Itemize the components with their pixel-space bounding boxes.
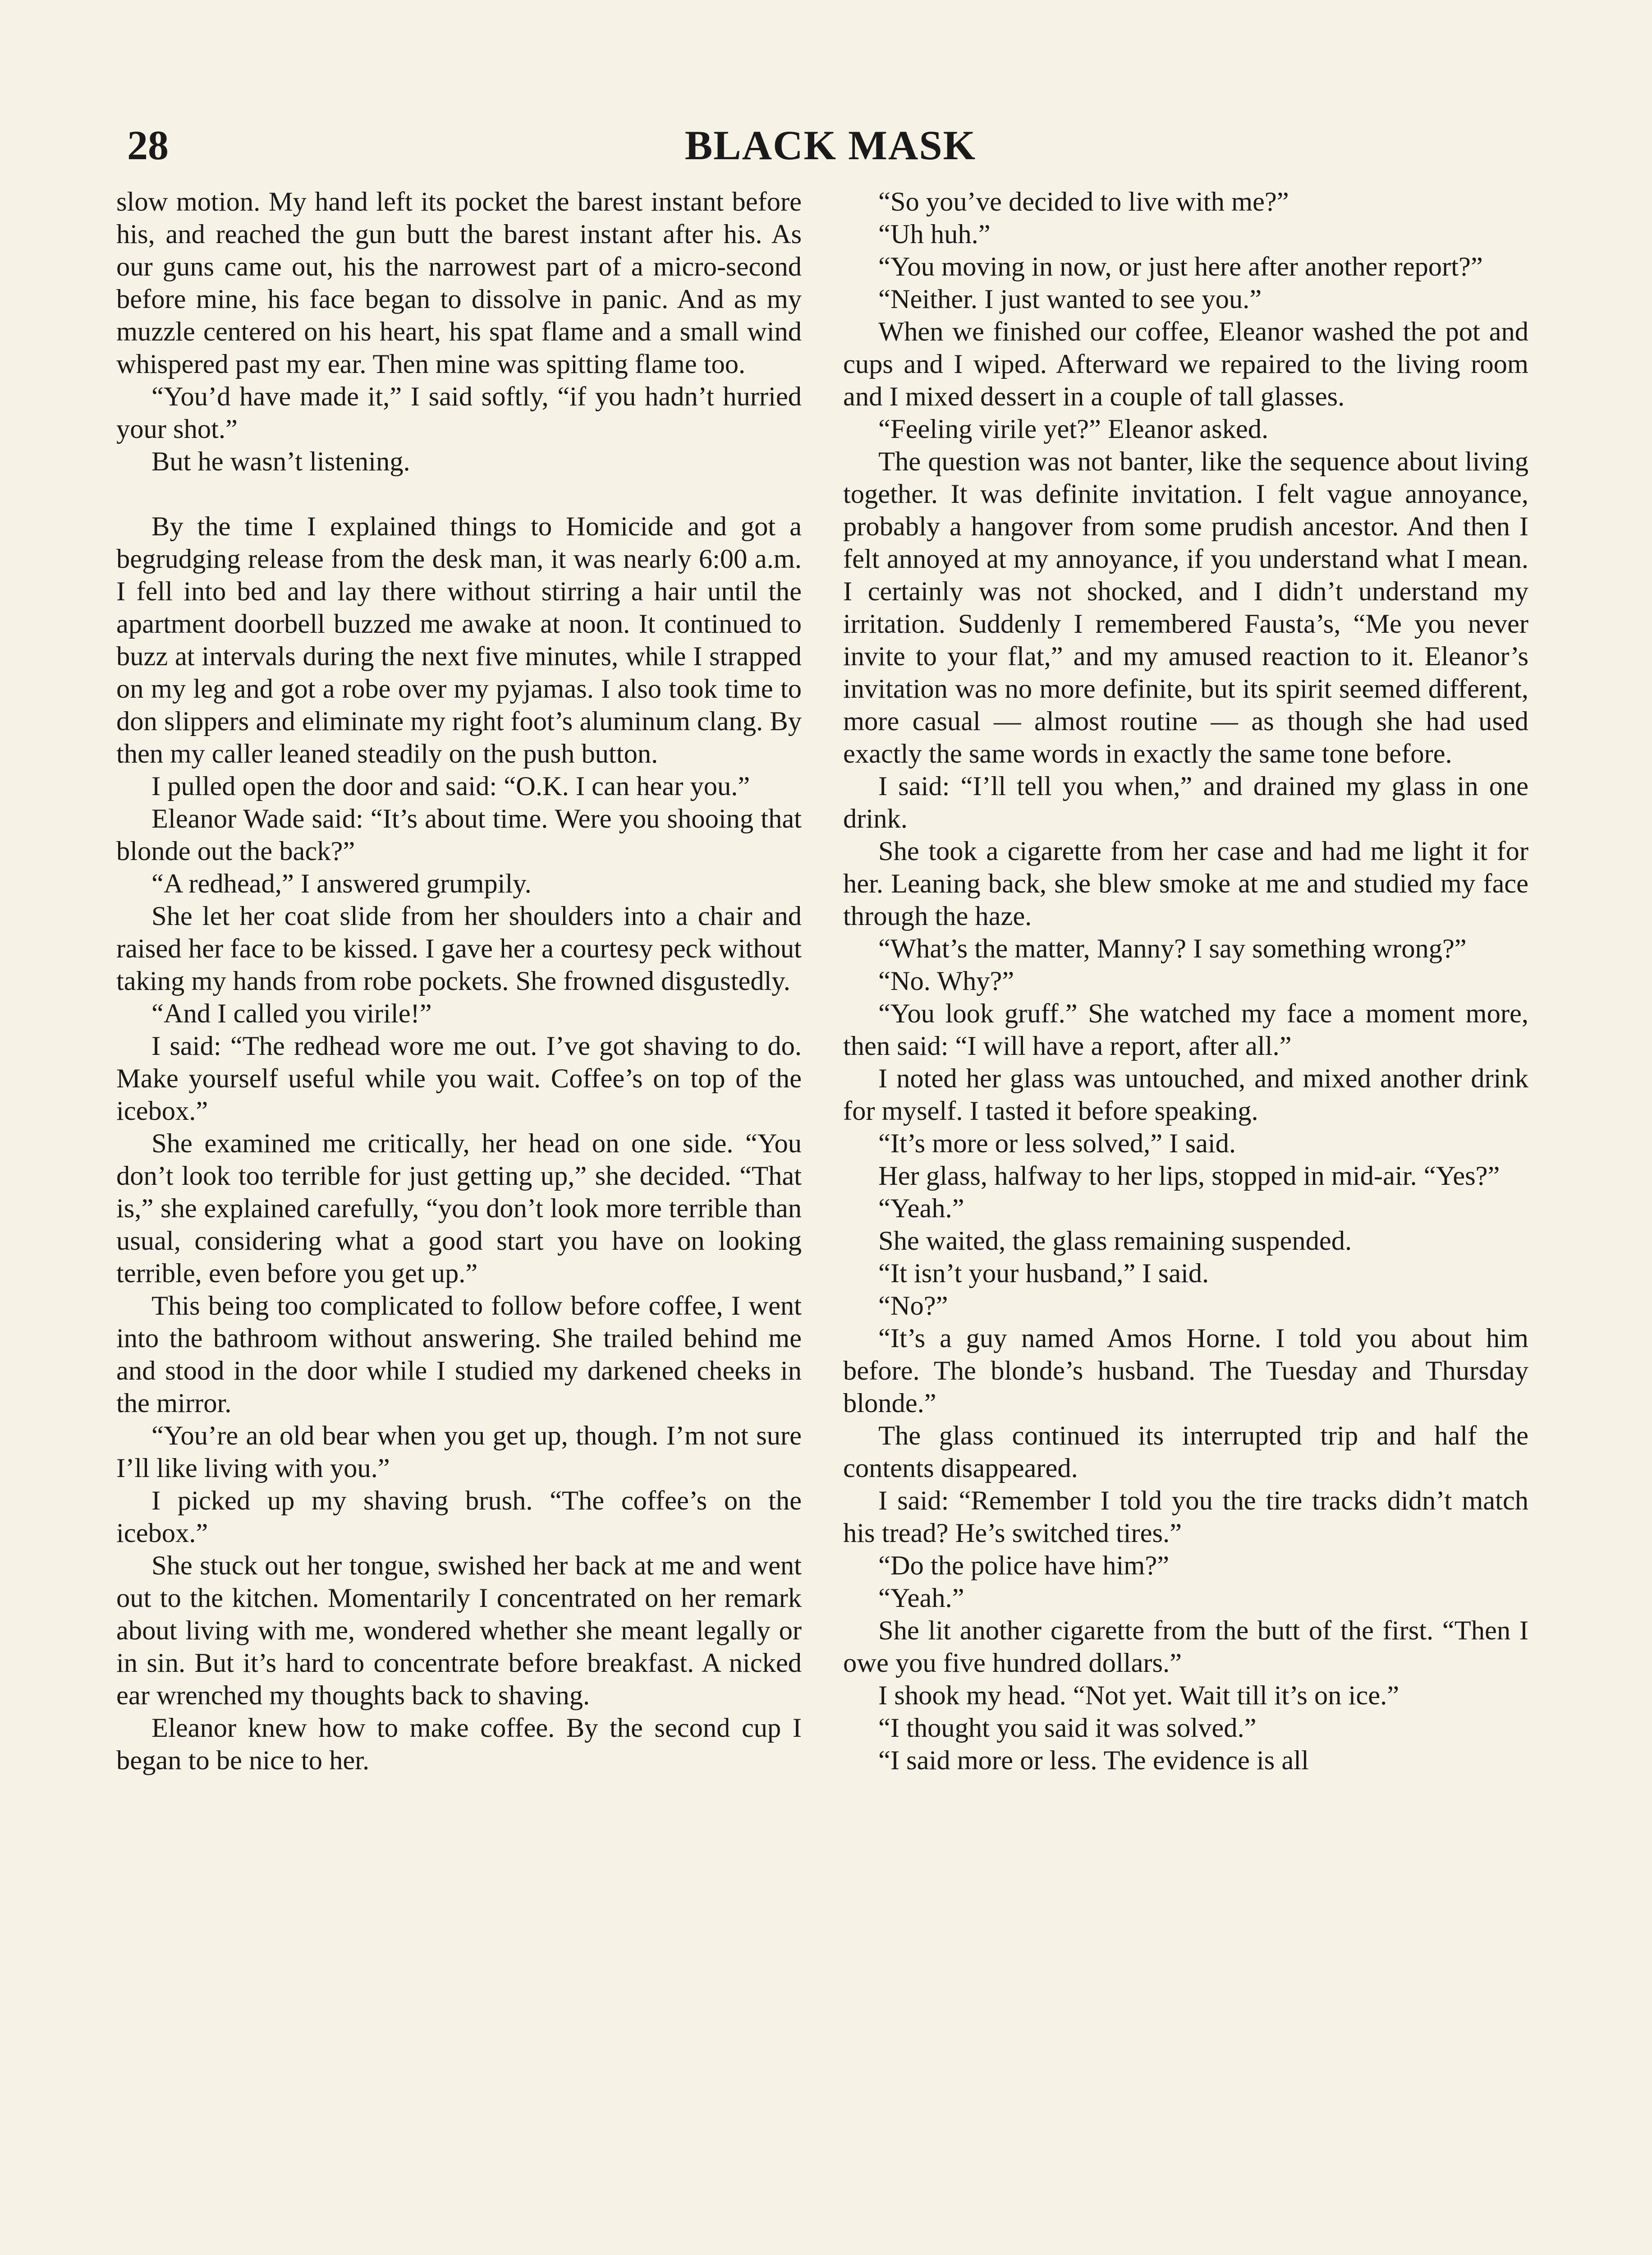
paragraph: “It’s more or less solved,” I said. bbox=[878, 1128, 1236, 1159]
paragraph: “Yeah.” bbox=[878, 1193, 964, 1224]
paragraph: The glass continued its interrupted trip and half the contents disappeared. bbox=[843, 1421, 1528, 1483]
paragraph: I shook my head. “Not yet. Wait till it’s on ice.” bbox=[878, 1680, 1400, 1711]
paragraph: “Uh huh.” bbox=[878, 219, 991, 249]
paragraph: “No. Why?” bbox=[878, 966, 1014, 996]
paragraph: She let her coat slide from her shoulders into a chair and raised her face to be kissed. I gave her a courtesy peck without taking my hands from robe pockets. She frowned disgustedly. bbox=[116, 901, 802, 996]
paragraph: By the time I explained things to Homicide and got a begrudging release from the desk man, it was nearly 6:00 a.m. I fell into bed and lay there without stirring a hair until the apartment doorbell buzzed me awake at noon. It continued to buzz at intervals during the next five minutes, while I strapped on my leg and got a robe over my pyjamas. I also took time to don slippers and eliminate my right foot’s aluminum clang. By then my caller leaned steadily on the push button. bbox=[116, 511, 802, 769]
paragraph: “So you’ve decided to live with me?” bbox=[878, 187, 1289, 217]
paragraph: Eleanor knew how to make coffee. By the second cup I began to be nice to her. bbox=[116, 1713, 802, 1776]
paragraph: “Feeling virile yet?” Eleanor asked. bbox=[878, 414, 1269, 444]
paragraph: “Neither. I just wanted to see you.” bbox=[878, 284, 1262, 314]
paragraph: She lit another cigarette from the butt of the first. “Then I owe you five hundred dollars.” bbox=[843, 1615, 1528, 1678]
paragraph: Eleanor Wade said: “It’s about time. Were you shooing that blonde out the back?” bbox=[116, 804, 802, 866]
paragraph: I picked up my shaving brush. “The coffee’s on the icebox.” bbox=[116, 1486, 802, 1548]
paragraph: This being too complicated to follow before coffee, I went into the bathroom without answering. She trailed behind me and stood in the door while I studied my darkened cheeks in the mirror. bbox=[116, 1291, 802, 1418]
paragraph: I said: “The redhead wore me out. I’ve got shaving to do. Make yourself useful while you wait. Coffee’s on top of the icebox.” bbox=[116, 1031, 802, 1126]
paragraph: “You moving in now, or just here after another report?” bbox=[878, 252, 1483, 282]
paragraph: I said: “I’ll tell you when,” and drained my glass in one drink. bbox=[843, 771, 1528, 834]
paragraph: “It’s a guy named Amos Horne. I told you about him before. The blonde’s husband. The Tuesday and Thursday blonde.” bbox=[843, 1323, 1528, 1418]
paragraph: I said: “Remember I told you the tire tracks didn’t match his tread? He’s switched tires.” bbox=[843, 1486, 1528, 1548]
paragraph: “I thought you said it was solved.” bbox=[878, 1713, 1257, 1743]
magazine-title: BLACK MASK bbox=[684, 122, 977, 168]
paragraph: “I said more or less. The evidence is all bbox=[878, 1745, 1309, 1776]
paragraph: But he wasn’t listening. bbox=[151, 446, 410, 477]
paragraph: “What’s the matter, Manny? I say something wrong?” bbox=[878, 934, 1467, 964]
paragraph: “A redhead,” I answered grumpily. bbox=[151, 869, 532, 899]
paragraph: “It isn’t your husband,” I said. bbox=[878, 1258, 1209, 1289]
paragraph: She waited, the glass remaining suspended. bbox=[878, 1226, 1352, 1256]
paragraph: “Yeah.” bbox=[878, 1583, 964, 1613]
paragraph: “And I called you virile!” bbox=[151, 999, 432, 1029]
paragraph: She took a cigarette from her case and had me light it for her. Leaning back, she blew smoke at me and studied my face through the haze. bbox=[843, 836, 1528, 931]
paragraph: The question was not banter, like the sequence about living together. It was definite invitation. I felt vague annoyance, probably a hangover from some prudish ancestor. And then I felt annoyed at my annoyance, if you understand what I mean. I certainly was not shocked, and I didn’t understand my irritation. Suddenly I remembered Fausta’s, “Me you never invite to your flat,” and my amused reaction to it. Eleanor’s invitation was no more definite, but its spirit seemed different, more casual — almost routine — as though she had used exactly the same words in exactly the same tone before. bbox=[843, 446, 1528, 769]
left-column bbox=[116, 186, 802, 2255]
paragraph: slow motion. My hand left its pocket the barest instant before his, and reached the gun butt the barest instant after his. As our guns came out, his the narrowest part of a micro-second before mine, his face began to dissolve in panic. And as my muzzle centered on his heart, his spat flame and a small wind whispered past my ear. Then mine was spitting flame too. bbox=[116, 187, 802, 379]
paragraph: “You look gruff.” She watched my face a moment more, then said: “I will have a report, after all.” bbox=[843, 999, 1528, 1061]
paragraph: “Do the police have him?” bbox=[878, 1551, 1170, 1581]
paragraph: “You’d have made it,” I said softly, “if you hadn’t hurried your shot.” bbox=[116, 382, 802, 444]
paragraph: “You’re an old bear when you get up, though. I’m not sure I’ll like living with you.” bbox=[116, 1421, 802, 1483]
page-header bbox=[127, 118, 1534, 172]
paragraph: Her glass, halfway to her lips, stopped in mid-air. “Yes?” bbox=[878, 1161, 1500, 1191]
paragraph: I pulled open the door and said: “O.K. I can hear you.” bbox=[151, 771, 750, 801]
page-number: 28 bbox=[127, 122, 169, 168]
paragraph: She stuck out her tongue, swished her back at me and went out to the kitchen. Momentarily I concentrated on her remark about living with me, wondered whether she meant legally or in sin. But it’s hard to concentrate before breakfast. A nicked ear wrenched my thoughts back to shaving. bbox=[116, 1551, 802, 1711]
right-column bbox=[843, 186, 1528, 2255]
paragraph: When we finished our coffee, Eleanor washed the pot and cups and I wiped. Afterward we repaired to the living room and I mixed dessert in a couple of tall glasses. bbox=[843, 317, 1528, 412]
paragraph: I noted her glass was untouched, and mixed another drink for myself. I tasted it before speaking. bbox=[843, 1063, 1528, 1126]
paragraph: “No?” bbox=[878, 1291, 948, 1321]
paragraph: She examined me critically, her head on one side. “You don’t look too terrible for just getting up,” she decided. “That is,” she explained carefully, “you don’t look more terrible than usual, considering what a good start you have on looking terrible, even before you get up.” bbox=[116, 1128, 802, 1289]
